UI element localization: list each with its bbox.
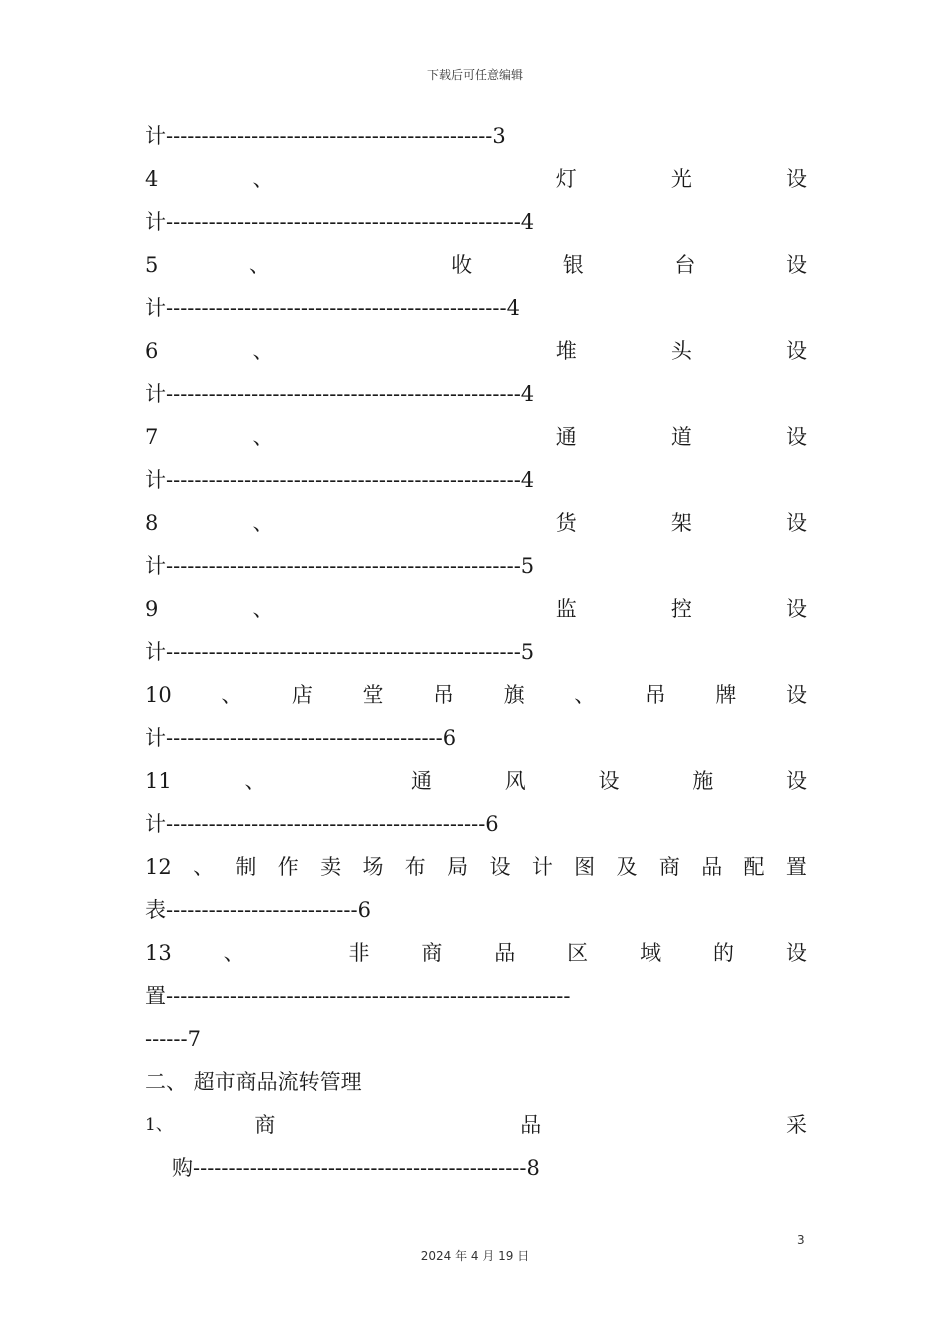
toc-leader-line: 表---------------------------6 [145,898,371,922]
toc-entry-char: 通 [410,769,432,793]
toc-entry-char: 堂 [362,683,384,707]
toc-entry-char: 商 [254,1113,276,1137]
toc-entry-char: 堆 [555,339,577,363]
toc-entry-char: 、 [252,597,274,621]
toc-entry-char: 架 [670,511,692,535]
toc-entry-char: 收 [451,253,473,277]
toc-entry-char: 光 [670,167,692,191]
toc-entry-char: 计 [531,855,553,879]
toc-leader-line: 计--------------------------------------------------4 [145,382,535,406]
toc-leader-line: 计---------------------------------------------6 [145,812,499,836]
toc-leader-line: 购-----------------------------------------------8 [172,1156,540,1180]
toc-entry-char: 卖 [320,855,342,879]
toc-entry-title [145,505,807,548]
toc-entry-char: 局 [447,855,469,879]
toc-entry-char: 11 [145,769,172,793]
toc-entry-title [145,677,807,720]
toc-entry-char: 设 [785,769,807,793]
toc-entry-title [145,591,807,634]
page-header: 下载后可任意编辑 [426,68,523,82]
toc-leader-line: 置--------------------------------------------------------- [145,984,571,1008]
toc-entry-title [145,849,807,892]
toc-entry-char: 区 [567,941,589,965]
toc-entry-char: 设 [785,253,807,277]
toc-entry-char: 施 [692,769,714,793]
toc-entry-char: 、 [252,339,274,363]
toc-entry-char: 的 [712,941,734,965]
toc-leader-line: 计--------------------------------------------------4 [145,210,535,234]
toc-entry-char: 13 [145,941,172,965]
toc-entry-char: 设 [785,167,807,191]
toc-entry-char: 、 [252,425,274,449]
toc-entry-char: 图 [574,855,596,879]
toc-leader-line: 计----------------------------------------------3 [145,124,506,148]
toc-entry-char: 通 [555,425,577,449]
toc-entry-char: 布 [404,855,426,879]
toc-entry-char: 监 [555,597,577,621]
toc-entry-char: 置 [785,855,807,879]
toc-entry-char: 8 [145,511,159,535]
toc-entry-title [145,935,807,978]
toc-entry-char: 货 [555,511,577,535]
toc-leader-line: 计------------------------------------------------4 [145,296,520,320]
toc-entry-char: 、 [193,855,215,879]
toc-entry-title [145,763,807,806]
toc-entry-char: 1、 [145,1115,173,1135]
toc-entry-char: 牌 [715,683,737,707]
toc-entry-title [145,247,807,290]
toc-leader-line: 计---------------------------------------6 [145,726,457,750]
toc-entry-char: 7 [145,425,159,449]
toc-entry-char: 设 [785,941,807,965]
toc-entry-char: 银 [562,253,584,277]
toc-entry-char: 道 [670,425,692,449]
toc-entry-char: 4 [145,167,159,191]
toc-section-heading: 二、 超市商品流转管理 [145,1070,362,1094]
toc-entry-char: 9 [145,597,159,621]
toc-entry-char: 、 [223,941,245,965]
toc-entry-char: 品 [494,941,516,965]
toc-entry-char: 灯 [555,167,577,191]
toc-entry-char: 设 [785,511,807,535]
toc-entry-char: 设 [785,339,807,363]
toc-entry-char: 制 [235,855,257,879]
toc-entry-char: 品 [520,1113,542,1137]
toc-entry-char: 吊 [644,683,666,707]
toc-entry-char: 10 [145,683,172,707]
toc-entry-char: 台 [674,253,696,277]
toc-entry-char: 风 [504,769,526,793]
toc-entry-char: 场 [362,855,384,879]
toc-entry-char: 作 [277,855,299,879]
toc-entry-char: 采 [785,1113,807,1137]
toc-entry-title [145,419,807,462]
toc-entry-char: 设 [785,597,807,621]
toc-entry-char: 品 [701,855,723,879]
toc-leader-line: 计--------------------------------------------------4 [145,468,535,492]
table-of-contents [145,118,807,1193]
toc-entry-char: 商 [421,941,443,965]
toc-leader-line: ------7 [145,1027,201,1051]
toc-entry-char: 、 [252,167,274,191]
page-footer-date: 2024 年 4 月 19 日 [420,1249,530,1263]
toc-entry-char: 非 [348,941,370,965]
toc-entry-title [145,1107,807,1150]
toc-entry-char: 吊 [433,683,455,707]
toc-entry-char: 、 [221,683,243,707]
page-number: 3 [797,1233,805,1247]
toc-entry-char: 、 [574,683,596,707]
toc-entry-char: 、 [244,769,266,793]
toc-entry-char: 设 [785,683,807,707]
toc-entry-char: 6 [145,339,159,363]
toc-entry-char: 店 [291,683,313,707]
toc-entry-char: 设 [598,769,620,793]
toc-entry-title [145,161,807,204]
toc-entry-char: 旗 [503,683,525,707]
toc-leader-line: 计--------------------------------------------------5 [145,554,535,578]
toc-entry-char: 、 [252,511,274,535]
toc-entry-char: 12 [145,855,172,879]
toc-entry-char: 及 [616,855,638,879]
toc-entry-title [145,333,807,376]
toc-entry-char: 5 [145,253,159,277]
toc-leader-line: 计--------------------------------------------------5 [145,640,535,664]
toc-entry-char: 商 [658,855,680,879]
toc-entry-char: 、 [248,253,270,277]
toc-entry-char: 设 [489,855,511,879]
toc-entry-char: 配 [743,855,765,879]
toc-entry-char: 头 [670,339,692,363]
toc-entry-char: 控 [670,597,692,621]
toc-entry-char: 设 [785,425,807,449]
toc-entry-char: 域 [640,941,662,965]
